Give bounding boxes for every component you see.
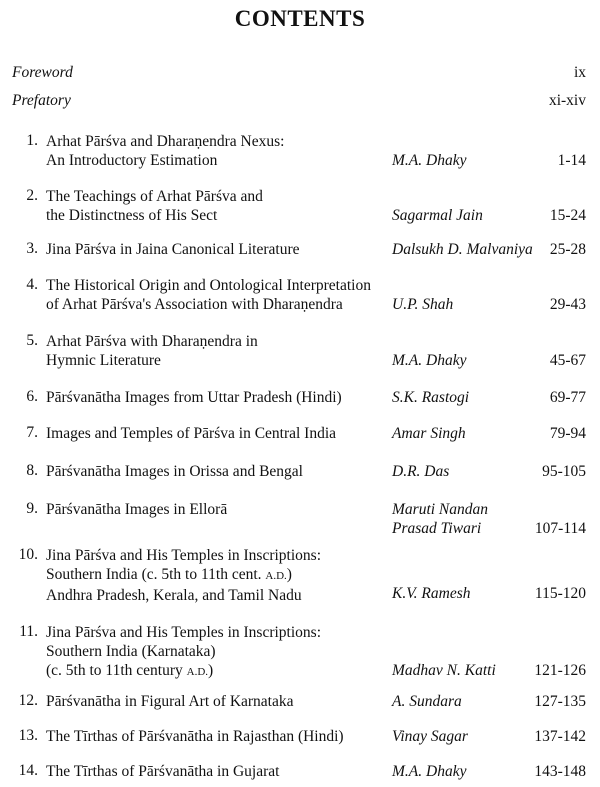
entry-pages: 107-114	[534, 520, 586, 537]
entry-number: 12.	[18, 692, 38, 709]
entry-title	[46, 132, 391, 170]
entry-title	[46, 276, 391, 314]
entry-number: 8.	[26, 462, 38, 479]
entry-title	[46, 692, 391, 711]
entry-title-line: Pārśvanātha Images in Orissa and Bengal	[46, 463, 303, 480]
entry-title	[46, 388, 391, 407]
entry-title	[46, 187, 391, 225]
entry-title	[46, 500, 391, 519]
entry-title-line: Andhra Pradesh, Kerala, and Tamil Nadu	[46, 587, 302, 604]
entry-author	[392, 206, 512, 225]
entry-author-line: M.A. Dhaky	[392, 352, 467, 369]
entry-pages: 143-148	[534, 763, 586, 780]
entry-pages: 45-67	[549, 352, 586, 369]
entry-pages: 95-105	[542, 463, 586, 480]
entry-author	[392, 388, 512, 407]
entry-author	[392, 661, 512, 680]
entry-author	[392, 584, 512, 603]
entry-author	[392, 240, 533, 259]
entry-number: 3.	[26, 240, 38, 257]
entry-number: 7.	[26, 424, 38, 441]
entry-number: 6.	[26, 388, 38, 405]
entry-author-line: Amar Singh	[392, 425, 466, 442]
entry-pages: 25-28	[549, 241, 586, 258]
entry-author-line: K.V. Ramesh	[392, 585, 471, 602]
entry-title-line: (c. 5th to 11th century A.D.)	[46, 662, 214, 679]
entry-author	[392, 692, 512, 711]
entry-author	[392, 351, 512, 370]
entry-pages: 1-14	[557, 152, 586, 169]
entry-pages: 29-43	[549, 296, 586, 313]
front-matter-pages-foreword: ix	[573, 64, 586, 81]
entry-title-line: Hymnic Literature	[46, 352, 161, 369]
entry-title	[46, 623, 391, 682]
entry-number: 10.	[18, 546, 38, 563]
entry-title	[46, 332, 391, 370]
entry-author	[392, 295, 512, 314]
entry-title-line: Pārśvanātha in Figural Art of Karnataka	[46, 693, 294, 710]
entry-pages: 115-120	[534, 585, 586, 602]
entry-author-line: Prasad Tiwari	[392, 520, 482, 537]
entry-author-line: Vinay Sagar	[392, 728, 468, 745]
entry-title-line: of Arhat Pārśva's Association with Dharaṇendra	[46, 296, 343, 313]
entry-title	[46, 462, 391, 481]
entry-number: 11.	[19, 623, 38, 640]
front-matter-label-foreword: Foreword	[12, 64, 73, 81]
entry-title-line: Arhat Pārśva and Dharaṇendra Nexus:	[46, 133, 285, 150]
entry-author	[392, 462, 512, 481]
entry-author-line: Maruti Nandan	[392, 501, 489, 518]
entry-author-line: U.P. Shah	[392, 296, 454, 313]
front-matter-pages-prefatory: xi-xiv	[548, 92, 586, 109]
entry-author	[392, 727, 512, 746]
entry-title-line: Southern India (Karnataka)	[46, 643, 216, 660]
entry-title	[46, 546, 391, 605]
entry-author-line: D.R. Das	[392, 463, 450, 480]
entry-title-line: Arhat Pārśva with Dharaṇendra in	[46, 333, 258, 350]
entry-author-line: M.A. Dhaky	[392, 763, 467, 780]
entry-author-line: Madhav N. Katti	[392, 662, 496, 679]
entry-pages: 79-94	[549, 425, 586, 442]
entry-title-line: Images and Temples of Pārśva in Central India	[46, 425, 337, 442]
entry-title	[46, 240, 391, 259]
entry-author-line: Dalsukh D. Malvaniya	[392, 241, 533, 258]
entry-title-line: The Tīrthas of Pārśvanātha in Gujarat	[46, 763, 280, 780]
entry-title	[46, 727, 391, 746]
entry-title	[46, 424, 391, 443]
entry-number: 1.	[26, 132, 38, 149]
entry-title-line: Jina Pārśva and His Temples in Inscriptions:	[46, 624, 322, 641]
entry-title-line: The Historical Origin and Ontological Interpretation	[46, 277, 371, 294]
entry-title-line: the Distinctness of His Sect	[46, 207, 218, 224]
entry-author-line: M.A. Dhaky	[392, 152, 467, 169]
page-title: CONTENTS	[234, 6, 366, 31]
entry-title-line: Southern India (c. 5th to 11th cent. A.D.)	[46, 566, 292, 583]
entry-pages: 69-77	[549, 389, 586, 406]
entry-title-line: Pārśvanātha Images in Ellorā	[46, 501, 228, 518]
entry-title-line: The Tīrthas of Pārśvanātha in Rajasthan (Hindi)	[46, 728, 344, 745]
entry-title	[46, 762, 391, 781]
front-matter-label-prefatory: Prefatory	[12, 92, 71, 109]
entry-author	[392, 424, 512, 443]
entry-author	[392, 500, 512, 538]
entry-number: 2.	[26, 187, 38, 204]
entry-author-line: Sagarmal Jain	[392, 207, 483, 224]
entry-pages: 137-142	[534, 728, 586, 745]
entry-number: 14.	[18, 762, 38, 779]
entry-author	[392, 762, 512, 781]
entry-number: 4.	[26, 276, 38, 293]
entry-title-line: Pārśvanātha Images from Uttar Pradesh (Hindi)	[46, 389, 342, 406]
entry-pages: 15-24	[549, 207, 586, 224]
entry-title-line: An Introductory Estimation	[46, 152, 218, 169]
entry-title-line: Jina Pārśva and His Temples in Inscriptions:	[46, 547, 322, 564]
entry-author-line: S.K. Rastogi	[392, 389, 470, 406]
entry-title-line: The Teachings of Arhat Pārśva and	[46, 188, 263, 205]
entry-pages: 127-135	[534, 693, 586, 710]
entry-author-line: A. Sundara	[392, 693, 462, 710]
entry-title-line: Jina Pārśva in Jaina Canonical Literature	[46, 241, 300, 258]
entry-author	[392, 151, 512, 170]
entry-pages: 121-126	[534, 662, 586, 679]
entry-number: 13.	[18, 727, 38, 744]
entry-number: 9.	[26, 500, 38, 517]
entry-number: 5.	[26, 332, 38, 349]
